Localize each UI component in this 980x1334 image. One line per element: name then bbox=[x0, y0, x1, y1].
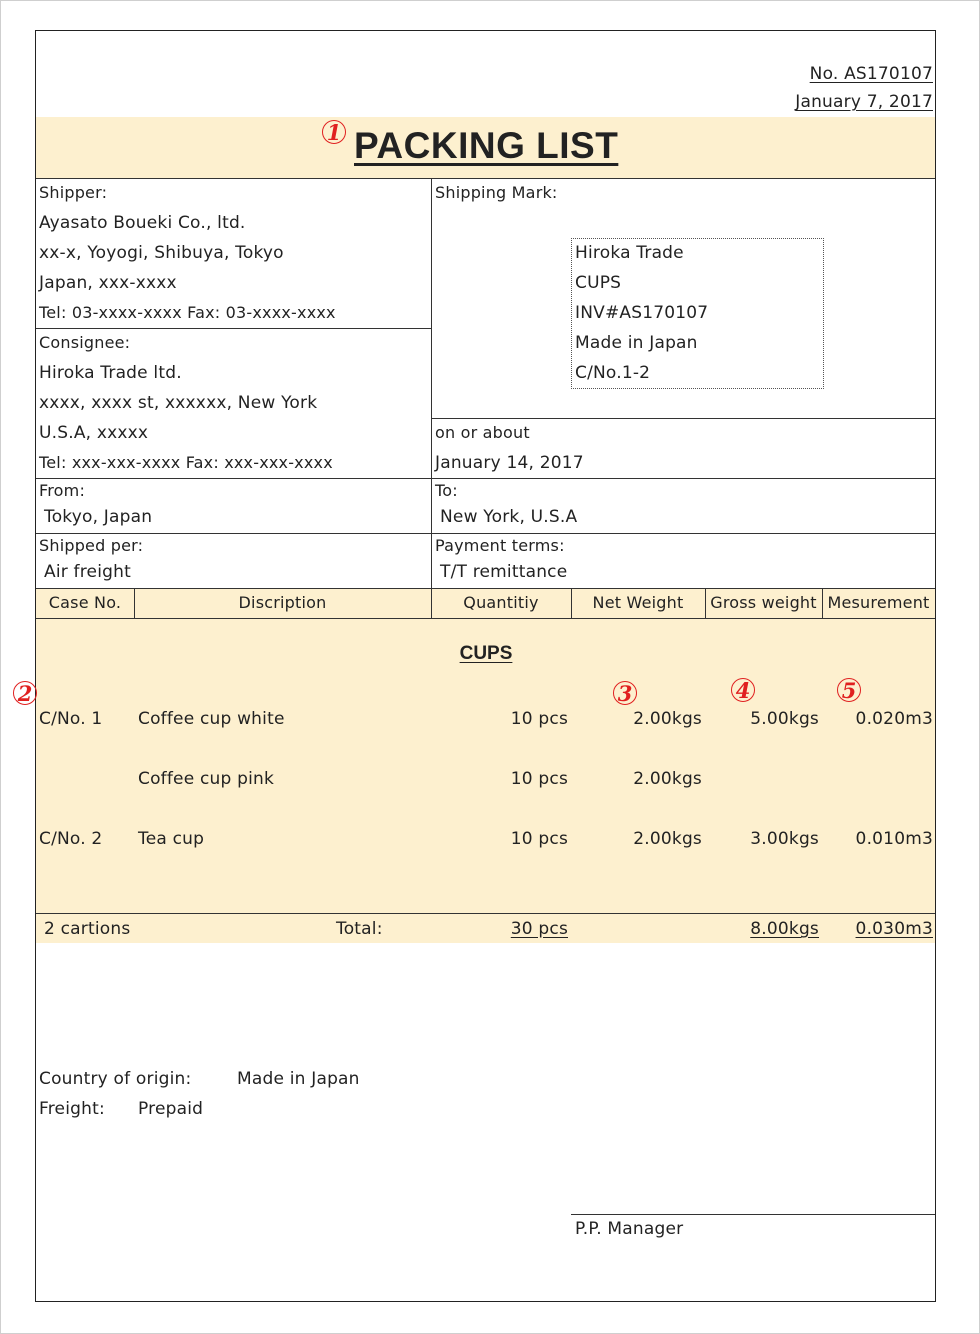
to-label: To: bbox=[435, 481, 458, 500]
shipping-mark-line: Hiroka Trade bbox=[575, 243, 684, 263]
shipping-mark-line: INV#AS170107 bbox=[575, 303, 709, 323]
marker-badge-3: 3 bbox=[613, 681, 637, 705]
consignee-label: Consignee: bbox=[39, 333, 131, 352]
marker-badge-5: 5 bbox=[837, 678, 861, 702]
row-gross-weight: 5.00kgs bbox=[750, 709, 819, 729]
to-value: New York, U.S.A bbox=[440, 507, 578, 527]
marker-badge-4: 4 bbox=[731, 678, 755, 702]
row-description: Coffee cup pink bbox=[138, 769, 275, 789]
column-header-net-weight: Net Weight bbox=[592, 593, 684, 612]
rule bbox=[36, 533, 935, 534]
row-measurement: 0.020m3 bbox=[855, 709, 933, 729]
shipper-line: Tel: 03-xxxx-xxxx Fax: 03-xxxx-xxxx bbox=[39, 303, 336, 322]
section-title: CUPS bbox=[459, 643, 513, 664]
rule bbox=[431, 178, 432, 588]
total-gross-weight: 8.00kgs bbox=[750, 919, 819, 939]
shipper-label: Shipper: bbox=[39, 183, 108, 202]
shipping-mark-line: C/No.1-2 bbox=[575, 363, 651, 383]
document-date: January 7, 2017 bbox=[795, 92, 933, 112]
column-header-gross-weight: Gross weight bbox=[710, 593, 817, 612]
payment-terms-label: Payment terms: bbox=[435, 536, 565, 555]
row-case: C/No. 2 bbox=[39, 829, 103, 849]
payment-terms-value: T/T remittance bbox=[440, 562, 568, 582]
from-value: Tokyo, Japan bbox=[44, 507, 153, 527]
consignee-line: Hiroka Trade ltd. bbox=[39, 363, 182, 383]
column-header-measurement: Mesurement bbox=[827, 593, 930, 612]
row-description: Coffee cup white bbox=[138, 709, 285, 729]
shipper-line: Ayasato Boueki Co., ltd. bbox=[39, 213, 246, 233]
shipped-per-label: Shipped per: bbox=[39, 536, 144, 555]
on-or-about-value: January 14, 2017 bbox=[435, 453, 584, 473]
row-quantity: 10 pcs bbox=[510, 829, 568, 849]
row-net-weight: 2.00kgs bbox=[633, 709, 702, 729]
rule bbox=[431, 418, 935, 419]
from-label: From: bbox=[39, 481, 86, 500]
consignee-line: U.S.A, xxxxx bbox=[39, 423, 149, 443]
consignee-line: Tel: xxx-xxx-xxxx Fax: xxx-xxx-xxxx bbox=[39, 453, 333, 472]
row-net-weight: 2.00kgs bbox=[633, 829, 702, 849]
rule bbox=[36, 328, 431, 329]
shipping-mark-line: CUPS bbox=[575, 273, 622, 293]
total-label: Total: bbox=[336, 919, 383, 939]
page-title: PACKING LIST bbox=[354, 125, 619, 166]
total-measurement: 0.030m3 bbox=[855, 919, 933, 939]
row-measurement: 0.010m3 bbox=[855, 829, 933, 849]
column-header-case: Case No. bbox=[48, 593, 122, 612]
document-number: No. AS170107 bbox=[809, 64, 933, 84]
origin-label: Country of origin: bbox=[39, 1069, 192, 1089]
freight-label: Freight: bbox=[39, 1099, 105, 1119]
on-or-about-label: on or about bbox=[435, 423, 530, 442]
shipping-mark-line: Made in Japan bbox=[575, 333, 698, 353]
shipper-line: xx-x, Yoyogi, Shibuya, Tokyo bbox=[39, 243, 284, 263]
table-band bbox=[36, 588, 935, 943]
packing-list-sheet bbox=[17, 30, 936, 1302]
row-description: Tea cup bbox=[138, 829, 205, 849]
rule bbox=[36, 618, 935, 619]
total-cartons: 2 cartions bbox=[44, 919, 131, 939]
signature-line bbox=[571, 1214, 935, 1215]
row-net-weight: 2.00kgs bbox=[633, 769, 702, 789]
total-quantity: 30 pcs bbox=[510, 919, 568, 939]
shipped-per-value: Air freight bbox=[44, 562, 131, 582]
row-case: C/No. 1 bbox=[39, 709, 103, 729]
row-quantity: 10 pcs bbox=[510, 769, 568, 789]
rule bbox=[36, 178, 935, 179]
marker-badge-1: 1 bbox=[322, 120, 346, 144]
origin-value: Made in Japan bbox=[237, 1069, 360, 1089]
column-header-quantity: Quantitiy bbox=[463, 593, 539, 612]
shipper-line: Japan, xxx-xxxx bbox=[39, 273, 177, 293]
signature-title: P.P. Manager bbox=[575, 1219, 684, 1239]
consignee-line: xxxx, xxxx st, xxxxxx, New York bbox=[39, 393, 318, 413]
column-header-description: Discription bbox=[238, 593, 327, 612]
rule bbox=[36, 913, 935, 914]
freight-value: Prepaid bbox=[138, 1099, 204, 1119]
shipping-mark-label: Shipping Mark: bbox=[435, 183, 558, 202]
marker-badge-2: 2 bbox=[13, 681, 37, 705]
row-gross-weight: 3.00kgs bbox=[750, 829, 819, 849]
row-quantity: 10 pcs bbox=[510, 709, 568, 729]
rule bbox=[36, 588, 935, 589]
rule bbox=[36, 478, 935, 479]
